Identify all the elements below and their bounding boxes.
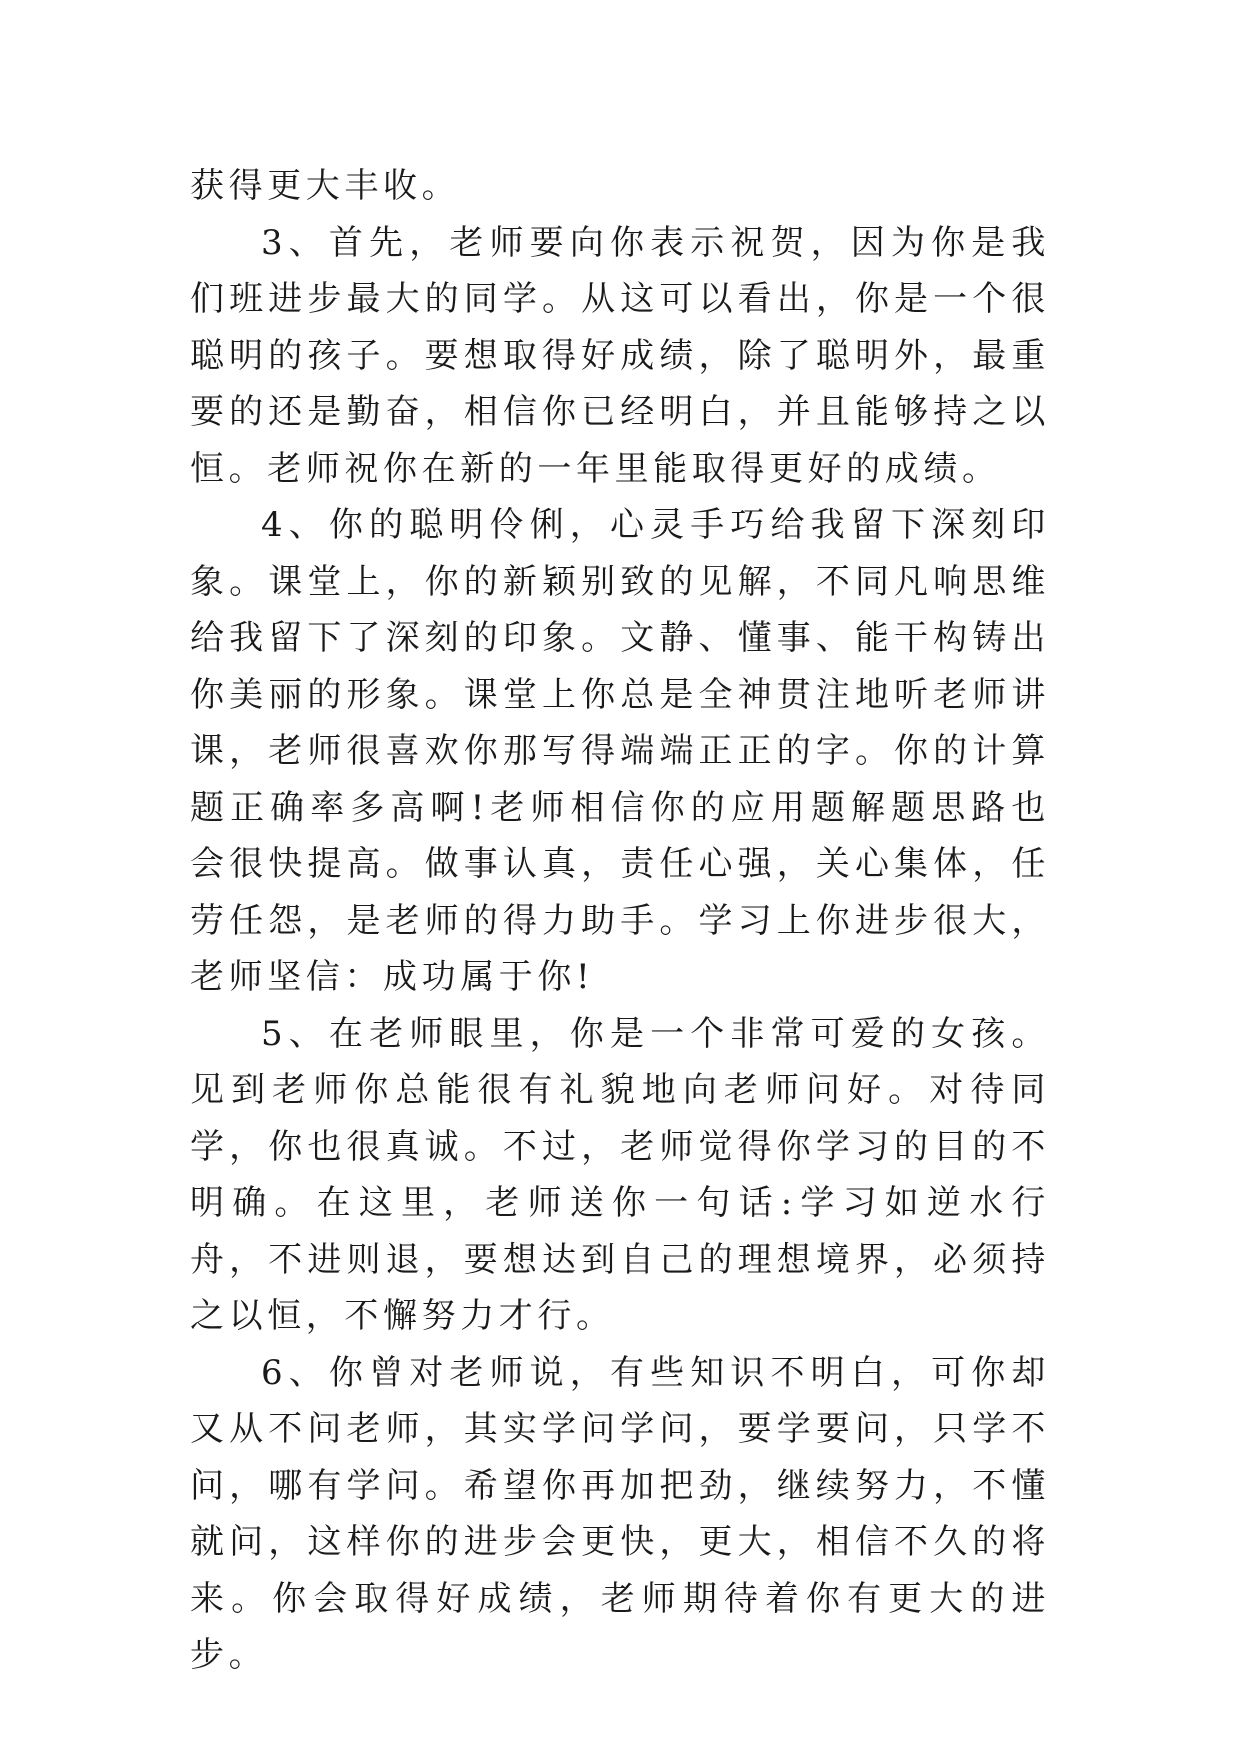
paragraph-comment-6: 6、你曾对老师说，有些知识不明白，可你却又从不问老师，其实学问学问，要学要问，只学不问，哪有学问。希望你再加把劲，继续努力，不懂就问，这样你的进步会更快，更大，相信不久的将来。你会取得好成绩，老师期待着你有更大的进步。	[190, 1352, 1050, 1675]
paragraph-comment-3: 3、首先，老师要向你表示祝贺，因为你是我们班进步最大的同学。从这可以看出，你是一个很聪明的孩子。要想取得好成绩，除了聪明外，最重要的还是勤奋，相信你已经明白，并且能够持之以恒。老师祝你在新的一年里能取得更好的成绩。	[190, 222, 1050, 489]
paragraph-comment-4: 4、你的聪明伶俐，心灵手巧给我留下深刻印象。课堂上，你的新颖别致的见解，不同凡响思维给我留下了深刻的印象。文静、懂事、能干构铸出你美丽的形象。课堂上你总是全神贯注地听老师讲课，老师很喜欢你那写得端端正正的字。你的计算题正确率多高啊!老师相信你的应用题解题思路也会很快提高。做事认真，责任心强，关心集体，任劳任怨，是老师的得力助手。学习上你进步很大，老师坚信：成功属于你!	[190, 505, 1050, 997]
paragraph-continuation: 获得更大丰收。	[190, 166, 461, 206]
paragraph-comment-5: 5、在老师眼里，你是一个非常可爱的女孩。见到老师你总能很有礼貌地向老师问好。对待同学，你也很真诚。不过，老师觉得你学习的目的不明确。在这里，老师送你一句话:学习如逆水行舟，不进则退，要想达到自己的理想境界，必须持之以恒，不懈努力才行。	[190, 1013, 1050, 1336]
document-page	[190, 158, 1050, 1684]
